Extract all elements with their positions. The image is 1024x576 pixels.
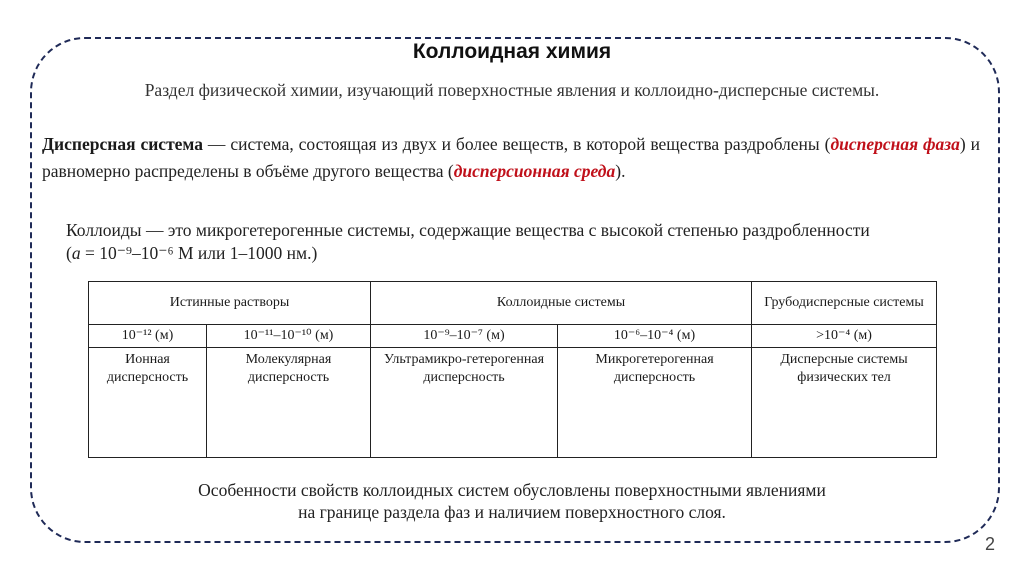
table-cell: 10⁻¹² (м): [89, 325, 207, 348]
table-cell: Молекулярная дисперсность: [207, 348, 371, 458]
slide-title: Коллоидная химия: [412, 40, 612, 63]
conclusion-line-2: на границе раздела фаз и наличием поверхностного слоя.: [298, 502, 726, 522]
size-symbol: a: [71, 243, 81, 263]
table-cell: Ультрамикро-гетерогенная дисперсность: [371, 348, 558, 458]
dispersity-table: [88, 281, 937, 458]
colloids-line-1: Коллоиды — это микрогетерогенные системы, содержащие вещества с высокой степенью раздробленности: [66, 220, 870, 240]
colloids-definition: [66, 219, 966, 265]
table-row-ranges: [89, 325, 937, 348]
table-cell: Ионная дисперсность: [89, 348, 207, 458]
slide-subtitle: Раздел физической химии, изучающий поверхностные явления и коллоидно-дисперсные системы.: [144, 80, 880, 100]
table-cell: 10⁻¹¹–10⁻¹⁰ (м): [207, 325, 371, 348]
dispersed-system-definition: [42, 131, 980, 185]
page-number: 2: [985, 534, 996, 554]
table-cell: 10⁻⁹–10⁻⁷ (м): [371, 325, 558, 348]
conclusion-text: [0, 479, 1024, 523]
header-true-solutions: Истинные растворы: [89, 282, 371, 325]
header-colloid-systems: Коллоидные системы: [371, 282, 752, 325]
definition-text-3: ).: [615, 161, 626, 181]
table-row-types: [89, 348, 937, 458]
table-cell: >10⁻⁴ (м): [752, 325, 937, 348]
colloids-line-2: (a = 10⁻⁹–10⁻⁶ М или 1–1000 нм.): [66, 243, 318, 263]
table-header-row: [89, 282, 937, 325]
dispersed-phase-term: дисперсная фаза: [830, 134, 960, 154]
table-cell: Микрогетерогенная дисперсность: [558, 348, 752, 458]
definition-text-1: — система, состоящая из двух и более веществ, в которой вещества раздроблены (: [203, 134, 831, 154]
table-cell: 10⁻⁶–10⁻⁴ (м): [558, 325, 752, 348]
dispersion-medium-term: дисперсионная среда: [453, 161, 616, 181]
definition-text-2: ) и равномерно распределены в объёме другого вещества (: [42, 134, 980, 181]
conclusion-line-1: Особенности свойств коллоидных систем обусловлены поверхностными явлениями: [198, 480, 826, 500]
table-cell: Дисперсные системы физических тел: [752, 348, 937, 458]
definition-term: Дисперсная система: [42, 134, 203, 154]
header-coarse-systems: Грубодисперсные системы: [752, 282, 937, 325]
